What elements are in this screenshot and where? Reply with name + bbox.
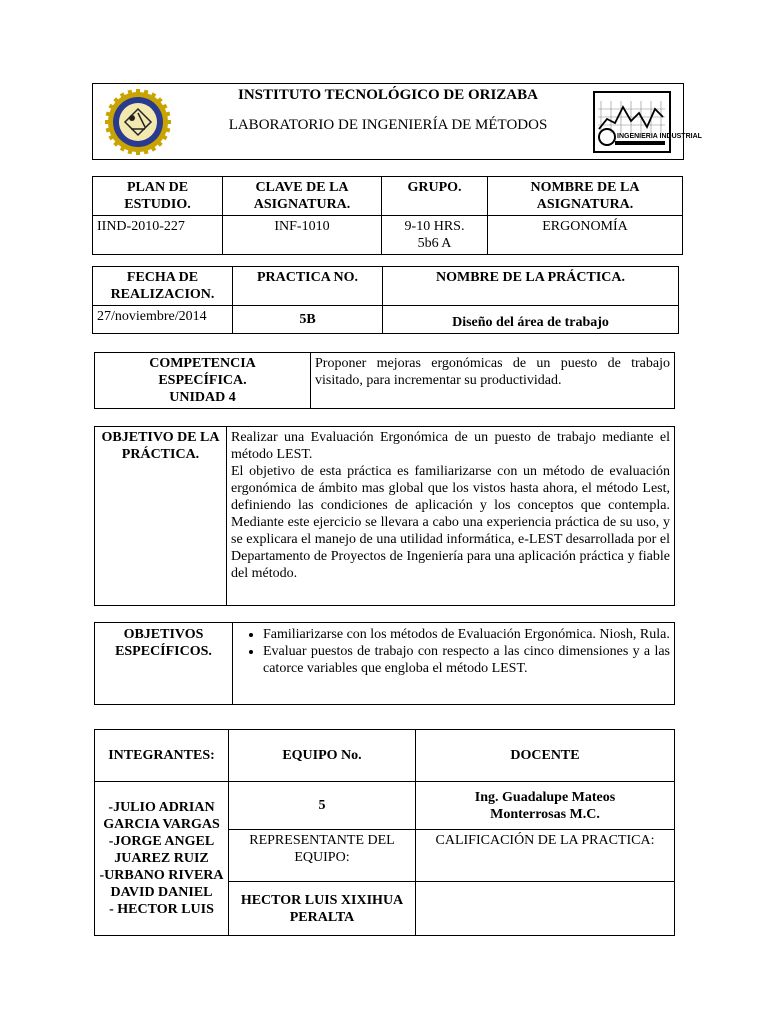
calificacion-label: CALIFICACIÓN DE LA PRACTICA:	[416, 830, 675, 882]
integrante-line: - HECTOR LUIS	[109, 902, 214, 917]
clave-header: CLAVE DE LA ASIGNATURA.	[223, 177, 382, 216]
integrante-line: -URBANO RIVERA	[99, 868, 224, 883]
equipo-table	[94, 729, 675, 936]
especifico-item: • Evaluar puestos de trabajo con respecto a las cinco dimensiones y a las catorce variables que engloba el método LEST.	[263, 643, 670, 677]
institution-name: INSTITUTO TECNOLÓGICO DE ORIZABA	[238, 87, 538, 103]
competencia-label-line2: ESPECÍFICA.	[158, 373, 247, 388]
svg-text:INGENIERIA INDUSTRIAL: INGENIERIA INDUSTRIAL	[617, 133, 702, 140]
competencia-label-line1: COMPETENCIA	[149, 356, 256, 371]
practica-no-header: PRACTICA NO.	[233, 267, 383, 306]
plan-value: IIND-2010-227	[93, 216, 223, 255]
especificos-list	[237, 626, 670, 677]
integrante-line: DAVID DANIEL	[110, 885, 213, 900]
objetivo-paragraph-1: Realizar una Evaluación Ergonómica de un puesto de trabajo mediante el método LEST.	[231, 430, 670, 462]
practica-table	[92, 266, 679, 334]
especificos-table	[94, 622, 675, 705]
docente-header: DOCENTE	[416, 730, 675, 782]
integrante-line: JUAREZ RUIZ	[114, 851, 209, 866]
integrantes-header: INTEGRANTES:	[95, 730, 229, 782]
objetivo-paragraph-2: El objetivo de esta práctica es familiarizarse con un método de evaluación ergonómica de ámbito mas global que los vistos hasta ahora, el método Lest, definiendo las condiciones de aplicación y los conceptos que contempla. Mediante este ejercicio se llevara a cabo una experiencia práctica de su uso, y se explicara el manejo de una utilidad informática, e-LEST desarrollada por el Departamento de Proyectos de Ingeniería para una aplicación práctica y fiable del método.	[231, 464, 670, 581]
asignatura-value: ERGONOMÍA	[488, 216, 683, 255]
objetivo-text	[227, 427, 675, 606]
docente-name	[416, 782, 675, 830]
competencia-text: Proponer mejoras ergonómicas de un puesto de trabajo visitado, para incrementar su productividad.	[311, 353, 675, 409]
representante-name-line2: PERALTA	[289, 909, 355, 925]
plan-header: PLAN DE ESTUDIO.	[93, 177, 223, 216]
integrantes-list	[95, 782, 229, 936]
practica-nombre-header: NOMBRE DE LA PRÁCTICA.	[383, 267, 679, 306]
laboratory-name: LABORATORIO DE INGENIERÍA DE MÉTODOS	[228, 117, 548, 133]
integrante-line: -JULIO ADRIAN	[108, 800, 215, 815]
industrial-engineering-logo	[593, 91, 702, 153]
equipo-number: 5	[229, 782, 416, 830]
competencia-table	[94, 352, 675, 409]
clave-value: INF-1010	[223, 216, 382, 255]
objetivo-table	[94, 426, 675, 606]
plan-table	[92, 176, 683, 255]
docente-name-line1: Ing. Guadalupe Mateos	[474, 789, 616, 805]
practica-nombre-value: Diseño del área de trabajo	[383, 306, 679, 334]
especifico-item: • Familiarizarse con los métodos de Evaluación Ergonómica. Niosh, Rula.	[263, 626, 670, 643]
fecha-value: 27/noviembre/2014	[93, 306, 233, 334]
fecha-header: FECHA DE REALIZACION.	[93, 267, 233, 306]
grupo-code: 5b6 A	[417, 236, 452, 251]
document-header	[92, 83, 702, 160]
calificacion-value	[416, 882, 675, 936]
competencia-label-line3: UNIDAD 4	[169, 390, 236, 405]
objetivo-label: OBJETIVO DE LA PRÁCTICA.	[95, 427, 227, 606]
grupo-header: GRUPO.	[382, 177, 488, 216]
docente-name-line2: Monterrosas M.C.	[490, 806, 600, 822]
practica-no-value: 5B	[233, 306, 383, 334]
grupo-value	[382, 216, 488, 255]
asignatura-header: NOMBRE DE LA ASIGNATURA.	[488, 177, 683, 216]
representante-name	[229, 882, 416, 936]
grupo-hours: 9-10 HRS.	[404, 219, 465, 234]
integrante-line: -JORGE ANGEL	[108, 834, 215, 849]
integrante-line: GARCIA VARGAS	[103, 817, 220, 832]
especificos-list-cell	[233, 623, 675, 705]
representante-name-line1: HECTOR LUIS XIXIHUA	[240, 892, 404, 908]
competencia-label	[95, 353, 311, 409]
especificos-label: OBJETIVOS ESPECÍFICOS.	[95, 623, 233, 705]
representante-label: REPRESENTANTE DEL EQUIPO:	[229, 830, 416, 882]
equipo-header: EQUIPO No.	[229, 730, 416, 782]
